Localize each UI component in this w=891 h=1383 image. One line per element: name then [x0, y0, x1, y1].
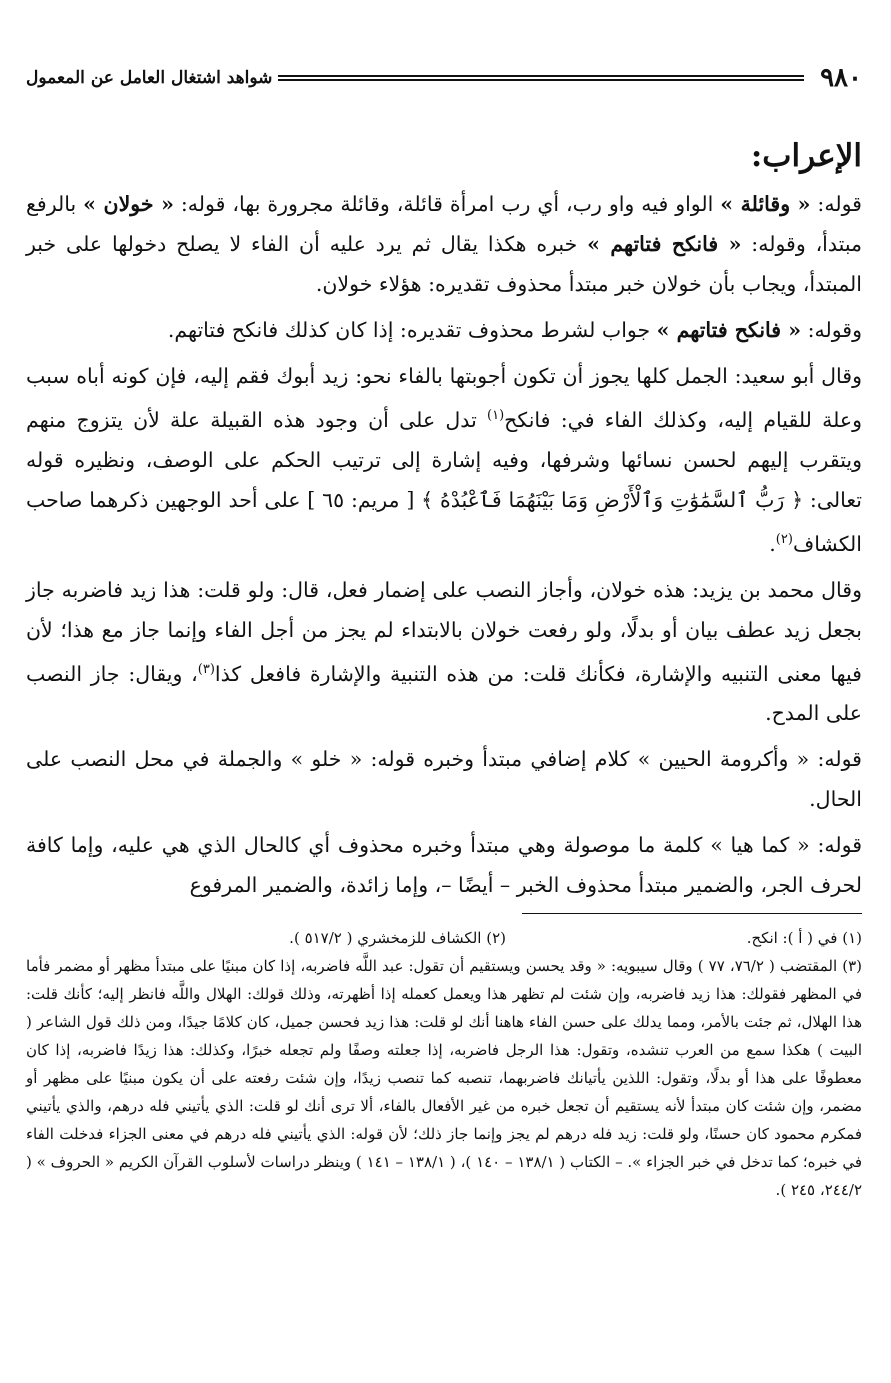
text-run: وقال أبو سعيد: الجمل كلها يجوز أن تكون أجوبتها بالفاء نحو: زيد أبوك فقم إليه، فإن كونه أباه سبب وعلة للقيام إليه، وكذلك الفاء في: فانكح	[26, 364, 862, 432]
quoted-term: « وقائلة »	[720, 192, 811, 216]
text-run: خبره هكذا يقال ثم يرد عليه أن الفاء لا يصلح دخولها على خبر المبتدأ، ويجاب بأن خولان خبر مبتدأ محذوف تقديره: هؤلاء خولان.	[26, 232, 862, 296]
quoted-term: « فانكح فتاتهم »	[587, 232, 742, 256]
section-heading: الإعراب:	[750, 138, 862, 174]
footnote-marker[interactable]: (٢)	[775, 531, 793, 547]
body-text	[26, 184, 862, 905]
document-page	[26, 60, 862, 1360]
footnote-separator	[522, 913, 862, 914]
paragraph-1	[26, 184, 862, 304]
verse-reference: [ مريم: ٦٥ ]	[300, 487, 422, 512]
text-run: والجملة في محل النصب على الحال.	[26, 747, 862, 812]
paragraph-4	[26, 570, 862, 734]
text-run: وقوله:	[801, 318, 862, 342]
quoted-term: « خولان »	[83, 192, 174, 216]
footnote-marker[interactable]: (١)	[487, 408, 505, 423]
text-run: ، ويقال: جاز النصب على المدح.	[26, 661, 862, 726]
text-run: الواو فيه واو رب، أي رب امرأة قائلة، وقائلة مجرورة بها، قوله:	[173, 192, 721, 216]
text-run: قوله:	[810, 192, 862, 216]
quoted-term: « خلو »	[290, 747, 363, 772]
quoted-term: « فانكح فتاتهم »	[656, 318, 802, 342]
page-number: ٩٨٠	[820, 63, 862, 93]
footnote-1: (١) في ( أ ): انكح.	[746, 929, 862, 948]
footnote-2: (٢) الكشاف للزمخشري ( ٥١٧/٢ ).	[289, 929, 506, 948]
text-run: قوله:	[809, 833, 862, 858]
paragraph-3	[26, 356, 862, 564]
text-run: على أحد الوجهين ذكرهما صاحب الكشاف	[26, 487, 862, 556]
paragraph-5	[26, 739, 862, 819]
text-run: تدل على أن وجود هذه القبيلة علة لأن يتزوج منهم ويتقرب إليهم لحسن نسائها وشرفها، وفيه إشارة إلى ترتيب الحكم على الوصف، ونظيره قوله تعالى:	[26, 407, 863, 512]
footnote-row	[26, 924, 862, 952]
text-run: وقال محمد بن يزيد: هذه خولان، وأجاز النصب على إضمار فعل، قال: ولو قلت: هذا زيد فاضربه جاز بجعل زيد عطف بيان أو بدلًا، ولو رفعت خولان بالابتداء لم يجز من أجل الفاء وإنما جاز مع هذا؛ لأن فيها معنى التنبيه والإشارة، فكأنك قلت: من هذه التنبية والإشارة فافعل كذا	[26, 577, 862, 686]
running-title: شواهد اشتغال العامل عن المعمول	[26, 68, 273, 88]
running-header	[26, 60, 862, 96]
text-run: قوله:	[809, 747, 862, 772]
header-rule	[278, 75, 804, 81]
text-run: كلمة ما موصولة وهي مبتدأ وخبره محذوف أي كالحال الذي هي عليه، وإما كافة لحرف الجر، والضمير مبتدأ محذوف الخبر – أيضًا –، وإما زائدة، والضمير المرفوع	[26, 833, 862, 898]
text-run: .	[769, 531, 776, 556]
text-run: كلام إضافي مبتدأ وخبره قوله:	[362, 747, 638, 772]
text-run: جواب لشرط محذوف تقديره: إذا كان كذلك فانكح فتاتهم.	[167, 318, 657, 342]
footnote-3: (٣) المقتضب ( ٧٦/٢، ٧٧ ) وقال سيبويه: « وقد يحسن ويستقيم أن تقول: عبد اللَّه فاضربه، إذا كان مبنيًا على مبتدأ مظهر أو مضمر فأما في المظهر فقولك: هذا زيد فاضربه، وإن شئت لم تظهر هذا ويعمل كعمله إذا أظهرته، وذلك قولك: الهلال واللَّه فانظر إليه؛ كأنك قلت: هذا الهلال، ثم جئت بالأمر، ومما يدلك على حسن الفاء هاهنا أنك لو قلت: هذا زيد فحسن جميل، كان كلامًا جيدًا، ومن ذلك قول الشاعر ( البيت ) هكذا سمع من العرب تنشده، وتقول: هذا الرجل فاضربه، إذا جعلته وصفًا ولم تجعله خبرًا، وكذلك: هذا زيدًا فاضربه، إذا كان معطوفًا على هذا أو بدلًا، وتقول: اللذين يأتيانك فاضربهما، تنصبه كما تنصب زيدًا، وإن شئت رفعته على أن يكون مبنيًا على مظهر أو مضمر، وإن شئت كان مبتدأ لأنه يستقيم أن تجعل خبره من غير الأفعال بالفاء، ألا ترى أنك لو قلت: الذي يأتيني فله درهم، والذي يأتيني فمكرم محمود كان حسنًا، ولو قلت: زيد فله درهم لم يجز وإنما جاز ذلك؛ لأن قوله: الذي يأتيني فله درهم في معنى الجزاء فدخلت الفاء في خبره؛ كما تدخل في خبر الجزاء ». – الكتاب ( ١٣٨/١ – ١٤٠ )، ( ١٣٨/١ – ١٤١ ) وينظر دراسات لأسلوب القرآن الكريم « الحروف » ( ٢٤٤/٢، ٢٤٥ ).	[26, 957, 863, 1200]
paragraph-2	[26, 310, 862, 350]
quran-verse: ﴿ رَبُّ ٱلسَّمَٰوَٰتِ وَٱلْأَرْضِ وَمَا بَيْنَهُمَا فَٱعْبُدْهُ ﴾	[421, 487, 804, 512]
paragraph-6	[26, 825, 862, 905]
text-run: بالرفع مبتدأ، وقوله:	[26, 192, 862, 256]
footnote-marker[interactable]: (٣)	[197, 661, 215, 677]
quoted-term: « كما هيا »	[710, 833, 810, 858]
quoted-term: « وأكرومة الحيين »	[637, 747, 810, 772]
footnotes	[26, 924, 862, 1204]
